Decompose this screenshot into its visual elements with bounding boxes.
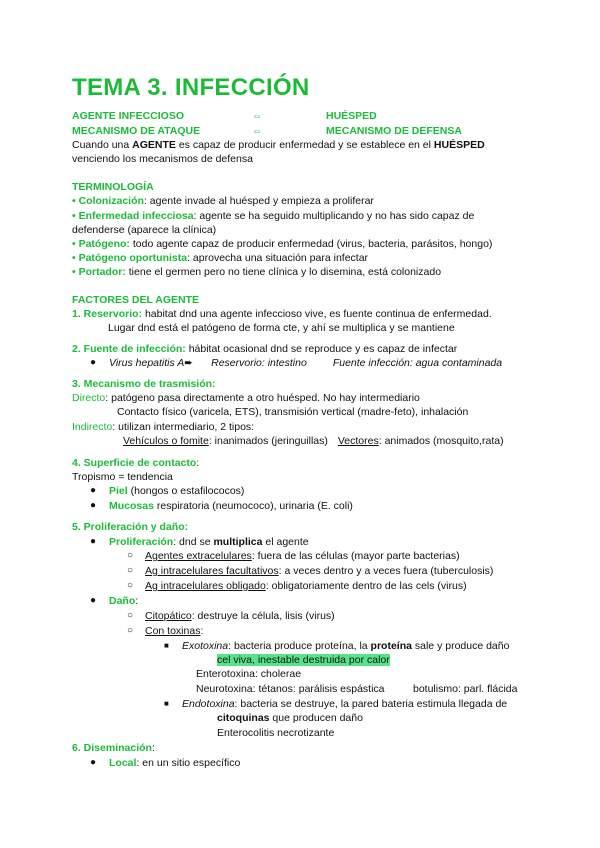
bullet-dot: ●: [90, 357, 97, 368]
term-portador: • Portador: tiene el germen pero no tiene clínica y lo disemina, está colonizado: [72, 266, 442, 278]
bullet-square: ■: [164, 699, 169, 708]
term-oportunista: • Patógeno oportunista: aprovecha una situación para infectar: [72, 252, 369, 264]
mucosas-line: Mucosas respiratoria (neumococo), urinaria (E. coli): [109, 500, 353, 512]
indirecto-sub: Vehículos o fomite: inanimados (jeringuillas) Vectores: animados (mosquito,rata): [123, 435, 504, 447]
botulismo-line: botulismo: parl. flácida: [413, 683, 518, 695]
diseminacion-heading: 6. Diseminación:: [72, 742, 155, 754]
bullet-dot: ●: [90, 500, 97, 511]
reservorio-line: 1. Reservorio: habitat dnd una agente infeccioso vive, es fuente continua de enfermedad.: [72, 308, 492, 320]
directo-sub: Contacto físico (varicela, ETS), transmisión vertical (madre-feto), inhalación: [117, 406, 469, 418]
enterotoxina-line: Enterotoxina: cholerae: [196, 668, 302, 680]
citopatico-line: Citopático: destruye la célula, lisis (virus): [145, 610, 335, 622]
directo-line: Directo: patógeno pasa directamente a otro huésped. No hay intermediario: [72, 392, 420, 404]
toxinas-line: Con toxinas:: [145, 625, 204, 637]
piel-line: Piel (hongos o estafilococos): [109, 485, 245, 497]
bullet-dot: ●: [90, 595, 97, 606]
pair-right-1: HUÉSPED: [326, 110, 377, 122]
term-patogeno: • Patógeno: todo agente capaz de producir enfermedad (virus, bacteria, parásitos, hongo): [72, 238, 493, 250]
extracelulares-line: Agentes extracelulares: fuera de las células (mayor parte bacterias): [145, 550, 460, 562]
page-title: TEMA 3. INFECCIÓN: [72, 74, 310, 101]
pair-left-2: MECANISMO DE ATAQUE: [72, 125, 201, 137]
exotoxina-line: Exotoxina: bacteria produce proteína, la proteína sale y produce daño: [182, 640, 510, 652]
bullet-square: ■: [164, 641, 169, 650]
term-enfermedad-cont: defenderse (aparece la clínica): [72, 224, 217, 236]
endotoxina-line: Endotoxina: bacteria se destruye, la pared bateria estimula llegada de: [182, 698, 508, 710]
terminologia-heading: TERMINOLOGÍA: [72, 181, 154, 193]
neurotoxina-line: Neurotoxina: tétanos: parálisis espástica: [196, 683, 385, 695]
superficie-heading: 4. Superficie de contacto:: [72, 457, 200, 469]
bullet-dot: ●: [90, 485, 97, 496]
tropismo-line: Tropismo = tendencia: [72, 471, 173, 483]
citoquinas-line: citoquinas que producen daño: [217, 712, 363, 724]
bullet-circle: ○: [127, 610, 134, 621]
fuente-line: 2. Fuente de infección: hábitat ocasional dnd se reproduce y es capaz de infectar: [72, 343, 458, 355]
fuente-example: Virus hepatitis A➨ Reservorio: intestino Fuente infección: agua contaminada: [109, 357, 503, 369]
bullet-dot: ●: [90, 536, 97, 547]
term-enfermedad: • Enfermedad infecciosa: agente se ha seguido multiplicando y no has sido capaz de: [72, 210, 475, 222]
facultativos-line: Ag intracelulares facultativos: a veces dentro y a veces fuera (tuberculosis): [145, 565, 494, 577]
pair-arrow-2: ⇔: [252, 125, 263, 137]
exotoxina-highlight: cel viva, inestable destruida por calor: [217, 654, 390, 666]
obligado-line: Ag intracelulares obligado: obligatoriamente dentro de las cels (virus): [145, 580, 467, 592]
enterocolitis-line: Enterocolitis necrotizante: [217, 727, 335, 739]
intro-line-2: venciendo los mecanismos de defensa: [72, 153, 253, 165]
pair-right-2: MECANISMO DE DEFENSA: [326, 125, 462, 137]
reservorio-sub: Lugar dnd está el patógeno de forma cte, y ahí se multiplica y se mantiene: [108, 322, 455, 334]
proliferacion-heading: 5. Proliferación y daño:: [72, 521, 189, 533]
bullet-circle: ○: [127, 580, 134, 591]
dano-line: Daño:: [109, 595, 139, 607]
bullet-circle: ○: [127, 550, 134, 561]
bullet-circle: ○: [127, 625, 134, 636]
indirecto-line: Indirecto: utilizan intermediario, 2 tipos:: [72, 421, 255, 433]
proliferacion-line: Proliferación: dnd se multiplica el agente: [109, 536, 309, 548]
bullet-circle: ○: [127, 565, 134, 576]
term-colonizacion: • Colonización: agente invade al huésped y empieza a proliferar: [72, 195, 374, 207]
pair-left-1: AGENTE INFECCIOSO: [72, 110, 185, 122]
local-line: Local: en un sitio específico: [109, 757, 241, 769]
pair-arrow-1: ⇔: [252, 110, 263, 122]
bullet-dot: ●: [90, 757, 97, 768]
factores-heading: FACTORES DEL AGENTE: [72, 294, 199, 306]
intro-line-1: Cuando una AGENTE es capaz de producir enfermedad y se establece en el HUÉSPED: [72, 139, 485, 151]
transmision-heading: 3. Mecanismo de trasmisión:: [72, 378, 216, 390]
